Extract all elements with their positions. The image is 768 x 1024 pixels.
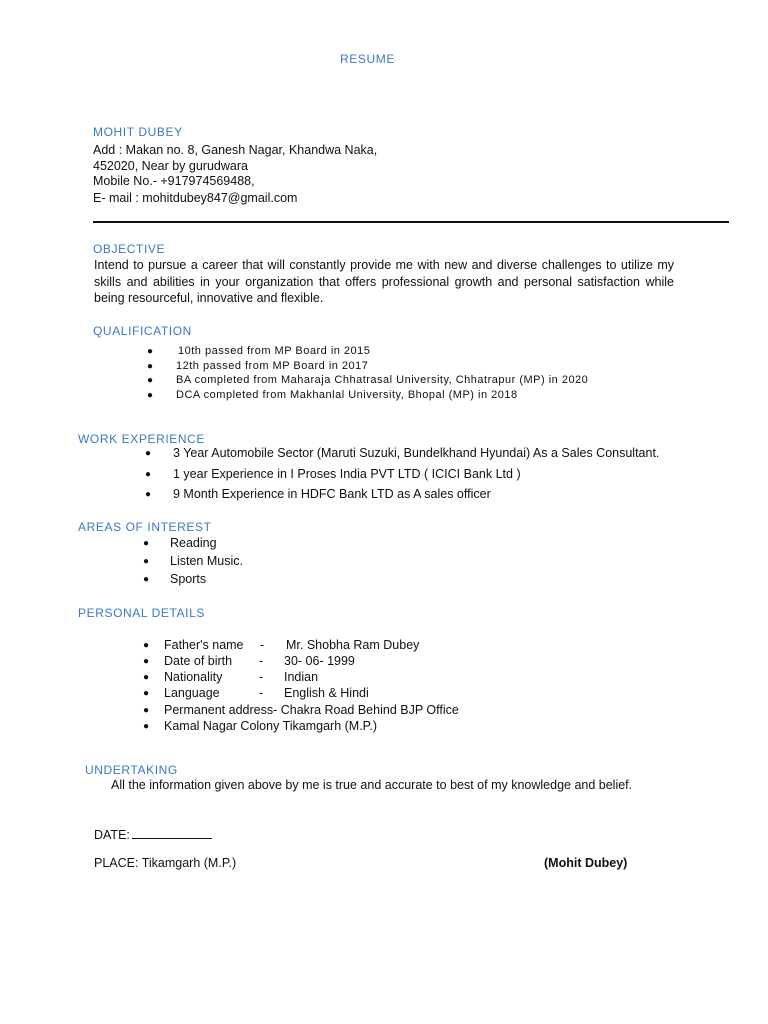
bullet-icon: ● <box>147 346 154 357</box>
detail-separator: - <box>259 670 264 684</box>
qualification-heading: QUALIFICATION <box>93 324 192 338</box>
detail-value: Indian <box>284 670 319 684</box>
detail-value: Mr. Shobha Ram Dubey <box>286 638 420 652</box>
detail-label: Date of birth <box>164 654 233 668</box>
qualification-item: 10th passed from MP Board in 2015 <box>178 345 371 357</box>
page-title: RESUME <box>340 52 395 66</box>
address-line-1: Add : Makan no. 8, Ganesh Nagar, Khandwa Naka, <box>93 143 378 157</box>
interest-item: Sports <box>170 572 207 586</box>
bullet-icon: ● <box>145 489 152 500</box>
bullet-icon: ● <box>143 574 150 585</box>
bullet-icon: ● <box>147 390 154 401</box>
detail-label: Father's name <box>164 638 244 652</box>
interest-item: Reading <box>170 536 217 550</box>
bullet-icon: ● <box>143 640 150 651</box>
bullet-icon: ● <box>143 705 150 716</box>
bullet-icon: ● <box>145 469 152 480</box>
bullet-icon: ● <box>143 656 150 667</box>
detail-label: Nationality <box>164 670 223 684</box>
work-experience-item: 9 Month Experience in HDFC Bank LTD as A sales officer <box>173 487 491 501</box>
detail-label: Language <box>164 686 220 700</box>
bullet-icon: ● <box>143 538 150 549</box>
qualification-item: DCA completed from Makhanlal University, Bhopal (MP) in 2018 <box>176 389 518 401</box>
date-field <box>94 826 212 842</box>
detail-value: English & Hindi <box>284 686 369 700</box>
header-divider <box>93 221 729 223</box>
interest-item: Listen Music. <box>170 554 243 568</box>
address-line-2: 452020, Near by gurudwara <box>93 159 248 173</box>
email-address: E- mail : mohitdubey847@gmail.com <box>93 191 298 205</box>
detail-separator: - <box>260 638 265 652</box>
mobile-number: Mobile No.- +917974569488, <box>93 174 255 188</box>
objective-heading: OBJECTIVE <box>93 242 166 256</box>
bullet-icon: ● <box>143 672 150 683</box>
personal-details-heading: PERSONAL DETAILS <box>78 606 205 620</box>
detail-separator: - <box>259 654 264 668</box>
date-label: DATE: <box>94 828 130 842</box>
qualification-item: BA completed from Maharaja Chhatrasal University, Chhatrapur (MP) in 2020 <box>176 374 589 386</box>
bullet-icon: ● <box>143 688 150 699</box>
bullet-icon: ● <box>143 721 150 732</box>
bullet-icon: ● <box>147 375 154 386</box>
qualification-item: 12th passed from MP Board in 2017 <box>176 360 369 372</box>
candidate-name: MOHIT DUBEY <box>93 125 183 139</box>
address-continued: Kamal Nagar Colony Tikamgarh (M.P.) <box>164 719 378 733</box>
detail-value: 30- 06- 1999 <box>284 654 355 668</box>
undertaking-text: All the information given above by me is true and accurate to best of my knowledge and belief. <box>111 778 633 792</box>
bullet-icon: ● <box>145 448 152 459</box>
work-experience-item: 3 Year Automobile Sector (Maruti Suzuki, Bundelkhand Hyundai) As a Sales Consultant. <box>173 446 660 460</box>
areas-of-interest-heading: AREAS OF INTEREST <box>78 520 212 534</box>
place-text: PLACE: Tikamgarh (M.P.) <box>94 856 237 870</box>
work-experience-heading: WORK EXPERIENCE <box>78 432 206 446</box>
date-blank-line <box>132 826 212 839</box>
detail-separator: - <box>259 686 264 700</box>
signature-name: (Mohit Dubey) <box>544 856 628 870</box>
undertaking-heading: UNDERTAKING <box>85 763 178 777</box>
bullet-icon: ● <box>147 361 154 372</box>
bullet-icon: ● <box>143 556 150 567</box>
permanent-address: Permanent address- Chakra Road Behind BJP Office <box>164 703 459 717</box>
objective-text: Intend to pursue a career that will constantly provide me with new and diverse challenges to utilize my skills and abilities in your organization that offers professional growth and personal satisfaction while being resourceful, innovative and flexible. <box>94 258 674 305</box>
work-experience-item: 1 year Experience in I Proses India PVT LTD ( ICICI Bank Ltd ) <box>173 467 521 481</box>
